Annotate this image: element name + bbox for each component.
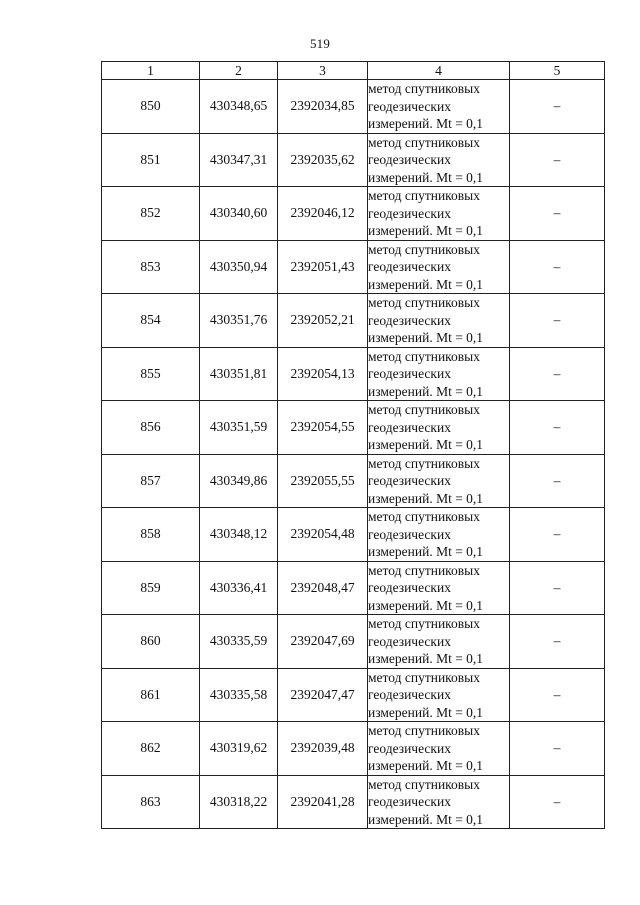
x-coordinate-cell: 430340,60 xyxy=(200,187,278,241)
method-line: метод спутниковых xyxy=(368,134,480,150)
point-number-cell: 853 xyxy=(102,240,200,294)
column-header-3: 3 xyxy=(278,62,368,80)
method-line: геодезических xyxy=(368,259,451,274)
table-row xyxy=(102,508,605,562)
description-cell: – xyxy=(510,454,605,508)
point-number-cell: 857 xyxy=(102,454,200,508)
y-coordinate-cell: 2392055,55 xyxy=(278,454,368,508)
method-line: геодезических xyxy=(368,152,451,167)
method-line: геодезических xyxy=(368,633,451,649)
description-cell: – xyxy=(510,508,605,562)
method-line: измерений. Mt = 0,1 xyxy=(368,811,484,827)
x-coordinate-cell: 430335,58 xyxy=(200,668,278,722)
point-number-cell: 860 xyxy=(102,615,200,669)
y-coordinate-cell: 2392052,21 xyxy=(278,294,368,348)
method-line: метод спутниковых xyxy=(368,616,480,631)
table-row xyxy=(102,133,605,187)
x-coordinate-cell: 430319,62 xyxy=(200,722,278,776)
column-header-1: 1 xyxy=(102,62,200,80)
y-coordinate-cell: 2392035,62 xyxy=(278,133,368,187)
method-line: измерений. Mt = 0,1 xyxy=(368,276,484,292)
method-line: метод спутниковых xyxy=(368,402,480,417)
method-line: геодезических xyxy=(368,205,451,221)
x-coordinate-cell: 430351,59 xyxy=(200,401,278,455)
method-cell xyxy=(368,187,510,241)
table-row xyxy=(102,401,605,455)
method-cell xyxy=(368,668,510,722)
method-line: измерений. Mt = 0,1 xyxy=(368,758,484,773)
method-line: геодезических xyxy=(368,419,451,435)
y-coordinate-cell: 2392054,13 xyxy=(278,347,368,401)
description-cell: – xyxy=(510,133,605,187)
point-number-cell: 855 xyxy=(102,347,200,401)
point-number-cell: 859 xyxy=(102,561,200,615)
point-number-cell: 861 xyxy=(102,668,200,722)
method-line: измерений. Mt = 0,1 xyxy=(368,383,484,399)
table-row xyxy=(102,668,605,722)
method-line: метод спутниковых xyxy=(368,509,480,524)
method-line: метод спутниковых xyxy=(368,669,480,685)
method-line: измерений. Mt = 0,1 xyxy=(368,597,484,613)
point-number-cell: 854 xyxy=(102,294,200,348)
method-line: геодезических xyxy=(368,794,451,809)
table-row xyxy=(102,80,605,134)
x-coordinate-cell: 430350,94 xyxy=(200,240,278,294)
method-cell xyxy=(368,133,510,187)
method-line: геодезических xyxy=(368,473,451,488)
method-line: геодезических xyxy=(368,526,451,542)
y-coordinate-cell: 2392034,85 xyxy=(278,80,368,134)
point-number-cell: 851 xyxy=(102,133,200,187)
table-row xyxy=(102,454,605,508)
method-line: геодезических xyxy=(368,366,451,381)
description-cell: – xyxy=(510,187,605,241)
coordinates-table xyxy=(101,61,605,829)
column-header-2: 2 xyxy=(200,62,278,80)
point-number-cell: 850 xyxy=(102,80,200,134)
x-coordinate-cell: 430336,41 xyxy=(200,561,278,615)
method-cell xyxy=(368,615,510,669)
method-line: измерений. Mt = 0,1 xyxy=(368,223,484,238)
description-cell: – xyxy=(510,240,605,294)
point-number-cell: 856 xyxy=(102,401,200,455)
method-cell xyxy=(368,240,510,294)
method-line: метод спутниковых xyxy=(368,455,480,471)
description-cell: – xyxy=(510,722,605,776)
method-line: геодезических xyxy=(368,740,451,756)
table-header-row xyxy=(102,62,605,80)
method-cell xyxy=(368,80,510,134)
method-line: метод спутниковых xyxy=(368,241,480,257)
method-line: метод спутниковых xyxy=(368,348,480,364)
method-cell xyxy=(368,722,510,776)
method-line: измерений. Mt = 0,1 xyxy=(368,169,484,185)
table-row xyxy=(102,561,605,615)
y-coordinate-cell: 2392046,12 xyxy=(278,187,368,241)
y-coordinate-cell: 2392041,28 xyxy=(278,775,368,829)
method-cell xyxy=(368,508,510,562)
table-row xyxy=(102,615,605,669)
x-coordinate-cell: 430351,76 xyxy=(200,294,278,348)
x-coordinate-cell: 430348,65 xyxy=(200,80,278,134)
x-coordinate-cell: 430335,59 xyxy=(200,615,278,669)
y-coordinate-cell: 2392054,55 xyxy=(278,401,368,455)
method-line: метод спутниковых xyxy=(368,723,480,738)
method-line: метод спутниковых xyxy=(368,562,480,578)
point-number-cell: 858 xyxy=(102,508,200,562)
method-line: измерений. Mt = 0,1 xyxy=(368,116,484,131)
table-row xyxy=(102,775,605,829)
x-coordinate-cell: 430318,22 xyxy=(200,775,278,829)
table-row xyxy=(102,187,605,241)
table-row xyxy=(102,240,605,294)
description-cell: – xyxy=(510,561,605,615)
y-coordinate-cell: 2392039,48 xyxy=(278,722,368,776)
method-line: измерений. Mt = 0,1 xyxy=(368,544,484,559)
method-cell xyxy=(368,775,510,829)
method-line: метод спутниковых xyxy=(368,81,480,96)
method-line: геодезических xyxy=(368,312,451,328)
point-number-cell: 862 xyxy=(102,722,200,776)
y-coordinate-cell: 2392051,43 xyxy=(278,240,368,294)
method-line: метод спутниковых xyxy=(368,776,480,792)
method-line: измерений. Mt = 0,1 xyxy=(368,704,484,720)
x-coordinate-cell: 430349,86 xyxy=(200,454,278,508)
method-line: геодезических xyxy=(368,98,451,114)
table-body xyxy=(102,80,605,829)
y-coordinate-cell: 2392054,48 xyxy=(278,508,368,562)
method-line: метод спутниковых xyxy=(368,188,480,203)
description-cell: – xyxy=(510,80,605,134)
point-number-cell: 852 xyxy=(102,187,200,241)
table-row xyxy=(102,347,605,401)
method-line: метод спутниковых xyxy=(368,295,480,310)
description-cell: – xyxy=(510,668,605,722)
description-cell: – xyxy=(510,294,605,348)
method-cell xyxy=(368,294,510,348)
description-cell: – xyxy=(510,401,605,455)
method-cell xyxy=(368,347,510,401)
table-row xyxy=(102,294,605,348)
x-coordinate-cell: 430351,81 xyxy=(200,347,278,401)
y-coordinate-cell: 2392047,47 xyxy=(278,668,368,722)
method-cell xyxy=(368,401,510,455)
point-number-cell: 863 xyxy=(102,775,200,829)
description-cell: – xyxy=(510,775,605,829)
x-coordinate-cell: 430348,12 xyxy=(200,508,278,562)
y-coordinate-cell: 2392048,47 xyxy=(278,561,368,615)
y-coordinate-cell: 2392047,69 xyxy=(278,615,368,669)
method-line: измерений. Mt = 0,1 xyxy=(368,330,484,345)
method-line: измерений. Mt = 0,1 xyxy=(368,651,484,666)
description-cell: – xyxy=(510,615,605,669)
column-header-5: 5 xyxy=(510,62,605,80)
method-cell xyxy=(368,561,510,615)
method-line: измерений. Mt = 0,1 xyxy=(368,437,484,452)
column-header-4: 4 xyxy=(368,62,510,80)
method-line: геодезических xyxy=(368,687,451,702)
page-number: 519 xyxy=(309,36,331,51)
method-line: измерений. Mt = 0,1 xyxy=(368,490,484,506)
method-cell xyxy=(368,454,510,508)
table-row xyxy=(102,722,605,776)
method-line: геодезических xyxy=(368,580,451,595)
description-cell: – xyxy=(510,347,605,401)
x-coordinate-cell: 430347,31 xyxy=(200,133,278,187)
